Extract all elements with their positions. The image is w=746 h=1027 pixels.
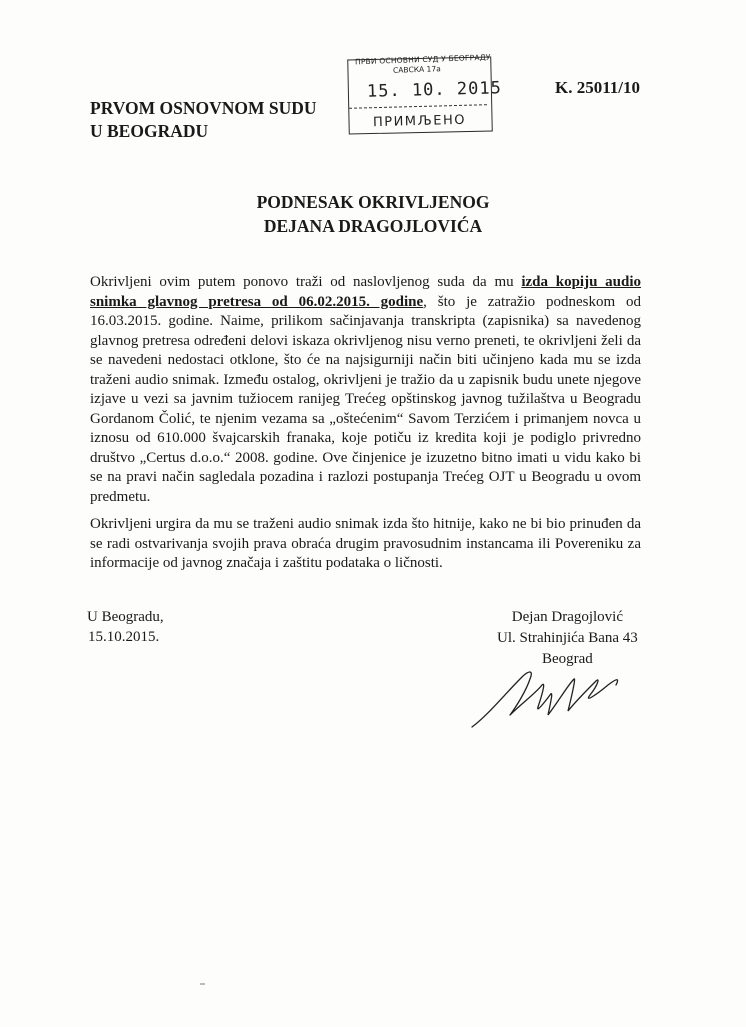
title-line-2: DEJANA DRAGOJLOVIĆA <box>263 216 483 236</box>
place-label: U Beogradu, <box>87 609 164 625</box>
addressee <box>90 97 317 143</box>
sender-city: Beograd <box>541 651 593 667</box>
stamp-address: САВСКА 17а <box>392 64 441 75</box>
body-paragraph-2: Okrivljeni urgira da mu se traženi audio snimak izda što hitnije, kako ne bi bio prinuđen da se radi ostvarivanja svojih prava obraća drugim pravosudnim instancama ili Povereniku za informacije od javnog značaja i zaštitu podataka o ličnosti. <box>90 516 641 571</box>
body-paragraph-1 <box>90 273 641 507</box>
sender-street: Ul. Strahinjića Bana 43 <box>497 630 638 646</box>
p1-text-end: , što je zatražio podneskom od 16.03.2015. godine. Naime, prilikom sačinjavanja transkripta (zapisnika) sa navedenog glavnog pretresa određeni delovi iskaza okrivljenog nisu verno preneti, te okrivljeni želi da se navedeni nedostaci otklone, što će na najsigurniji način biti učinjeno kada mu se izda traženi audio snimak. Između ostalog, okrivljeni je tražio da u zapisnik budu unete njegove izjave u vezi sa javnim tužiocem ranijeg Trećeg opštinskog javnog tužilaštva u Beogradu Gordanom Čolić, te njenim vezama sa „oštećenim“ Savom Terzićem i primanjem novca u iznosu od 610.000 švajcarskih franaka, koje potiču iz kredita koji je podiglo privredno društvo „Certus d.o.o.“ 2008. godine. Ove činjenice je izuzetno bitno imati u vidu kako bi se na pravi način sagledala pozadina i razlozi postupanja Trećeg OJT u Beogradu u ovom predmetu. <box>90 293 641 505</box>
place-and-date <box>87 607 164 647</box>
p1-emphasized-request: izda kopiju audio snimka glavnog pretresa od 06.02.2015. godine <box>90 274 641 310</box>
addressee-court: PRVOM OSNOVNOM SUDU <box>90 98 317 118</box>
scan-speck <box>200 983 205 985</box>
stamp-date: 15. 10. 2015 <box>366 78 503 102</box>
court-received-stamp <box>345 52 503 137</box>
sender-name: Dejan Dragojlović <box>511 609 624 625</box>
date-label: 15.10.2015. <box>88 629 160 645</box>
p1-text-start: Okrivljeni ovim putem ponovo traži od naslovljenog suda da mu <box>90 274 522 290</box>
stamp-court-name: ПРВИ ОСНОВНИ СУД У БЕОГРАДУ <box>354 52 491 67</box>
stamp-received-label: ПРИМЉЕНО <box>372 112 467 131</box>
addressee-city: U BEOGRADU <box>90 121 209 141</box>
case-number: K. 25011/10 <box>555 78 641 97</box>
handwritten-signature <box>470 655 640 735</box>
document-title <box>0 190 746 238</box>
title-line-1: PODNESAK OKRIVLJENOG <box>256 192 490 212</box>
